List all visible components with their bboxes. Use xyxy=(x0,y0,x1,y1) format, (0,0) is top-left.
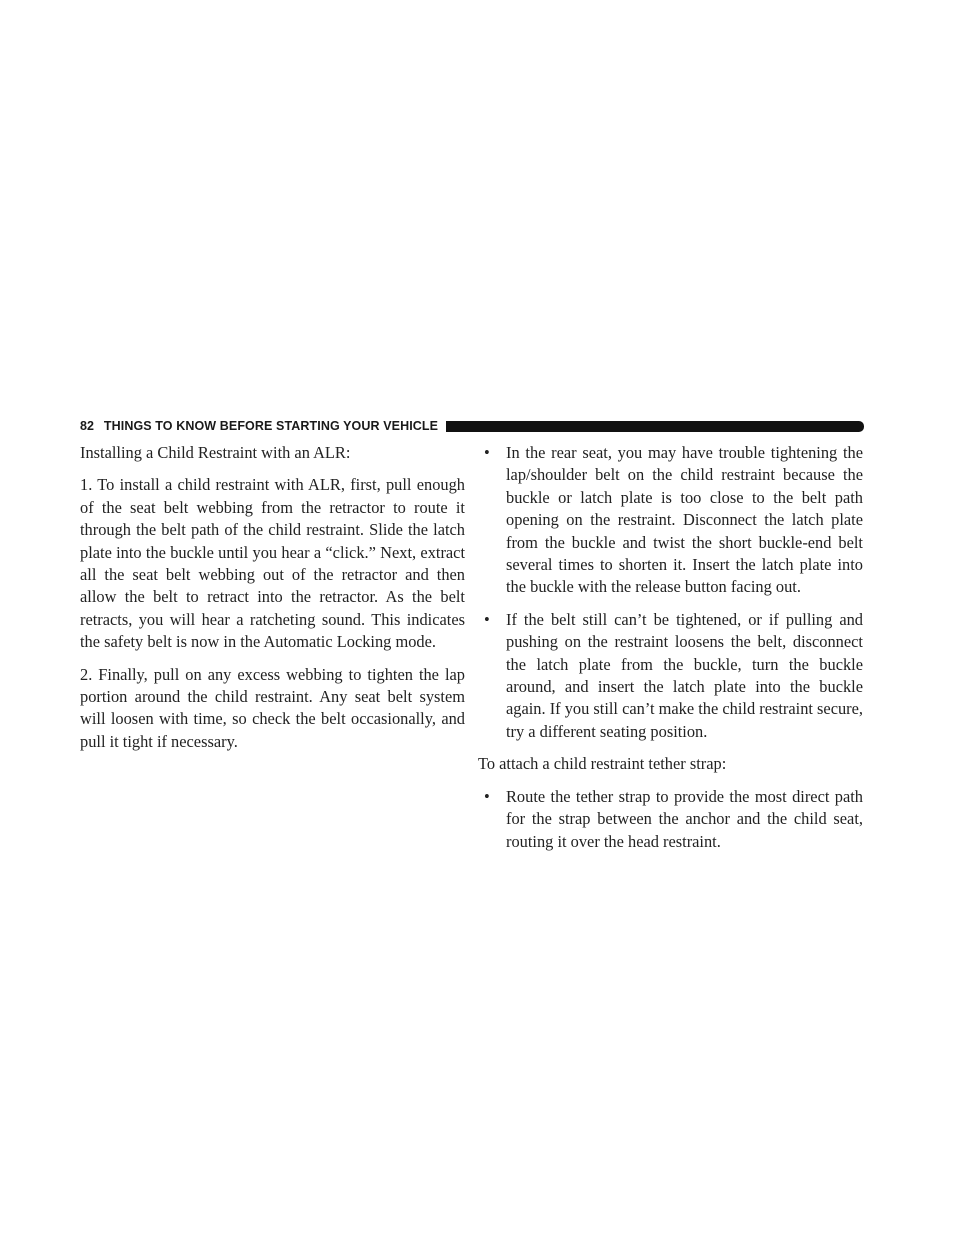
bullet-text-rear-seat: In the rear seat, you may have trouble tightening the lap/shoulder belt on the child restraint because the buckle or latch plate is too close to the belt path opening on the restraint. Disconnect the latch plate from the buckle and twist the short buckle-end belt several times to shorten it. Insert the latch plate into the buckle with the release button facing out. xyxy=(506,443,863,597)
list-item xyxy=(478,442,863,599)
list-item xyxy=(478,609,863,743)
tether-heading: To attach a child restraint tether strap: xyxy=(478,754,727,774)
bullet-icon: • xyxy=(484,609,490,629)
page-header xyxy=(80,418,864,434)
bullet-text-tether-route: Route the tether strap to provide the most direct path for the strap between the anchor and the child seat, routing it over the head restraint. xyxy=(506,786,863,851)
bullet-icon: • xyxy=(484,786,490,806)
page-number: 82 xyxy=(80,419,94,433)
step-1-paragraph: 1. To install a child restraint with ALR, first, pull enough of the seat belt webbing from the retractor to route it through the belt path of the child restraint. Slide the latch plate into the buckle until you hear a “click.” Next, extract all the seat belt webbing out of the retractor and then allow the belt to retract into the retractor. As the belt retracts, you will hear a ratcheting sound. This indicates the safety belt is now in the Automatic Locking mode. xyxy=(80,475,465,652)
alr-heading: Installing a Child Restraint with an ALR: xyxy=(80,443,351,462)
section-title: THINGS TO KNOW BEFORE STARTING YOUR VEHICLE xyxy=(103,419,439,433)
list-item xyxy=(478,786,863,853)
bullet-text-belt-loosens: If the belt still can’t be tightened, or if pulling and pushing on the restraint loosens the belt, disconnect the latch plate from the buckle, turn the buckle around, and insert the latch plate into the buckle again. If you still can’t make the child restraint secure, try a different seating position. xyxy=(506,609,863,741)
step-2-paragraph: 2. Finally, pull on any excess webbing to tighten the lap portion around the child restraint. Any seat belt system will loosen with time, so check the belt occasionally, and pull it tight if necessary. xyxy=(80,664,465,751)
left-column xyxy=(80,442,465,763)
right-column xyxy=(478,442,863,863)
bullet-icon: • xyxy=(484,443,490,462)
header-rule xyxy=(446,421,864,432)
